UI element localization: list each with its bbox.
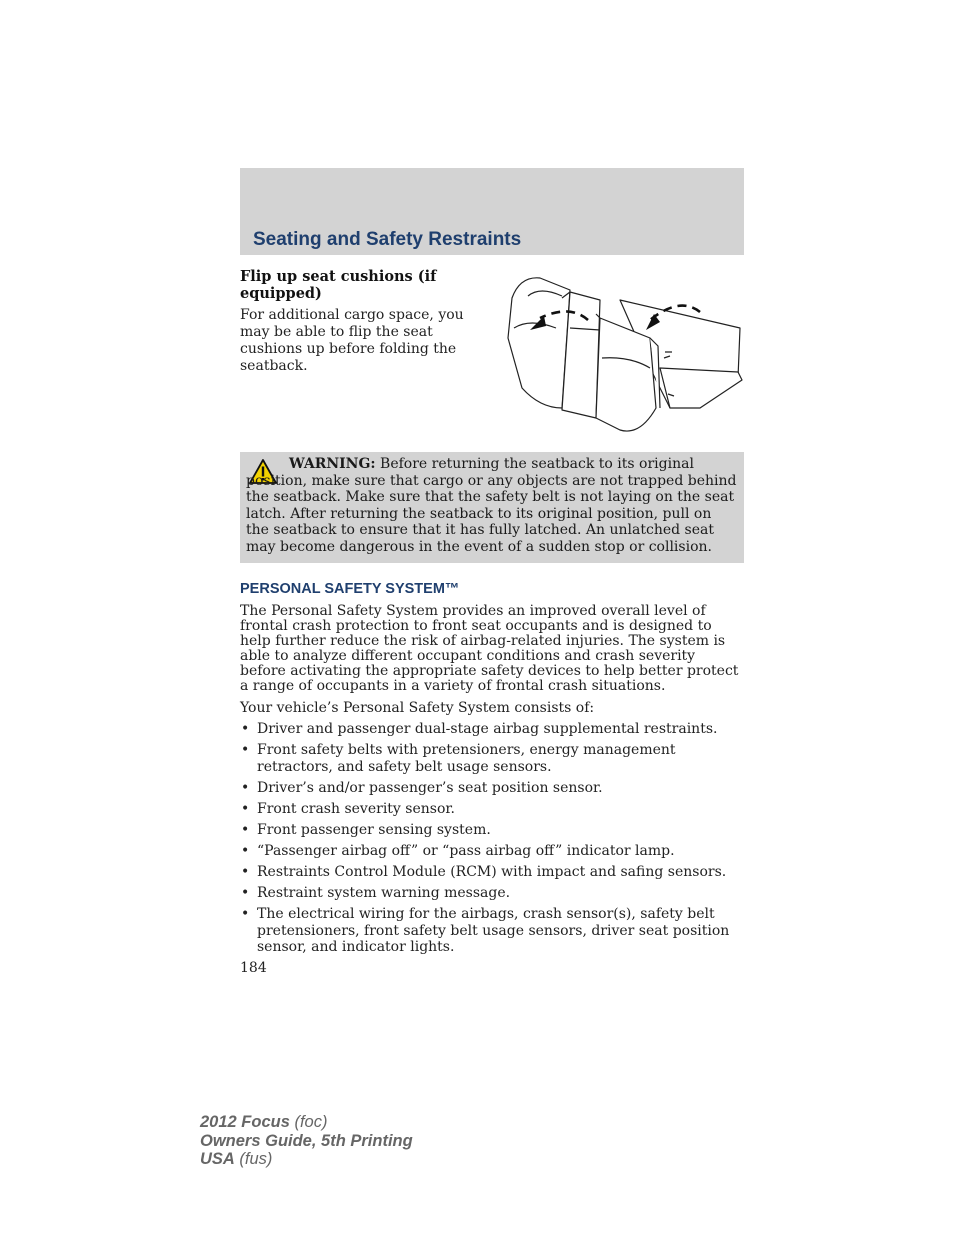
warning-text	[246, 456, 738, 556]
footer-model: 2012 Focus	[200, 1113, 290, 1131]
personal-safety-system-body: The Personal Safety System provides an improved overall level of frontal crash protection to front seat occupants and is designed to help further reduce the risk of airbag-related injuries. The system is able to analyze different occupant conditions and crash severity before activating the appropriate safety devices to help better protect a range of occupants in a variety of frontal crash situations.	[240, 603, 739, 694]
footer-line-3	[200, 1150, 413, 1169]
warning-label: WARNING:	[289, 456, 376, 472]
list-item-text: Restraints Control Module (RCM) with impact and safing sensors.	[257, 864, 727, 881]
bullet: •	[241, 821, 250, 838]
bullet: •	[241, 864, 250, 881]
bullet: •	[241, 779, 250, 796]
bullet: •	[241, 885, 250, 902]
section-title: Seating and Safety Restraints	[253, 229, 522, 250]
flip-seat-heading: Flip up seat cushions (if equipped)	[240, 268, 437, 302]
footer-guide: Owners Guide, 5th Printing	[200, 1131, 413, 1150]
list-item-text: Driver and passenger dual-stage airbag supplemental restraints.	[257, 721, 718, 737]
list-item	[240, 780, 744, 797]
bullet: •	[241, 800, 250, 817]
list-item-text: The electrical wiring for the airbags, crash sensor(s), safety belt pretensioners, front safety belt usage sensors, driver seat position sensor, and indicator lights.	[257, 906, 730, 956]
warning-body: Before returning the seatback to its original position, make sure that cargo or any objects are not trapped behind the seatback. Make sure that the safety belt is not laying on the seat latch. After returning the seatback to its original position, pull on the seatback to ensure that it has fully latched. An unlatched seat may become dangerous in the event of a sudden stop or collision.	[246, 456, 737, 555]
list-item-text: Front safety belts with pretensioners, energy management retractors, and safety belt usage sensors.	[257, 742, 676, 775]
bullet: •	[241, 906, 250, 923]
list-item	[240, 801, 744, 818]
footer-model-code: (foc)	[289, 1113, 328, 1131]
list-item	[240, 742, 744, 775]
pss-component-list	[240, 721, 744, 960]
page-number: 184	[240, 960, 267, 976]
list-item	[240, 822, 744, 839]
personal-safety-system-heading: PERSONAL SAFETY SYSTEM™	[240, 581, 460, 597]
list-item	[240, 843, 744, 860]
rear-seat-cushion-flip-illustration	[500, 268, 745, 436]
footer-market: USA	[200, 1150, 235, 1168]
footer-market-code: (fus)	[234, 1150, 273, 1168]
document-footer	[200, 1113, 413, 1169]
bullet: •	[241, 721, 250, 737]
list-item-text: Restraint system warning message.	[257, 885, 511, 902]
list-item-text: Front passenger sensing system.	[257, 821, 491, 838]
list-item	[240, 864, 744, 881]
list-item	[240, 906, 744, 956]
bullet: •	[241, 742, 250, 759]
personal-safety-system-intro: Your vehicle’s Personal Safety System consists of:	[240, 700, 595, 716]
bullet: •	[241, 842, 250, 859]
list-item-text: “Passenger airbag off” or “pass airbag off” indicator lamp.	[257, 842, 675, 859]
list-item-text: Driver’s and/or passenger’s seat position sensor.	[257, 779, 603, 796]
list-item	[240, 721, 744, 738]
footer-line-2	[200, 1132, 413, 1151]
flip-seat-body: For additional cargo space, you may be able to flip the seat cushions up before folding the seatback.	[240, 307, 464, 374]
list-item-text: Front crash severity sensor.	[257, 800, 455, 817]
list-item	[240, 885, 744, 902]
footer-line-1	[200, 1113, 413, 1132]
warning-box	[240, 452, 744, 563]
